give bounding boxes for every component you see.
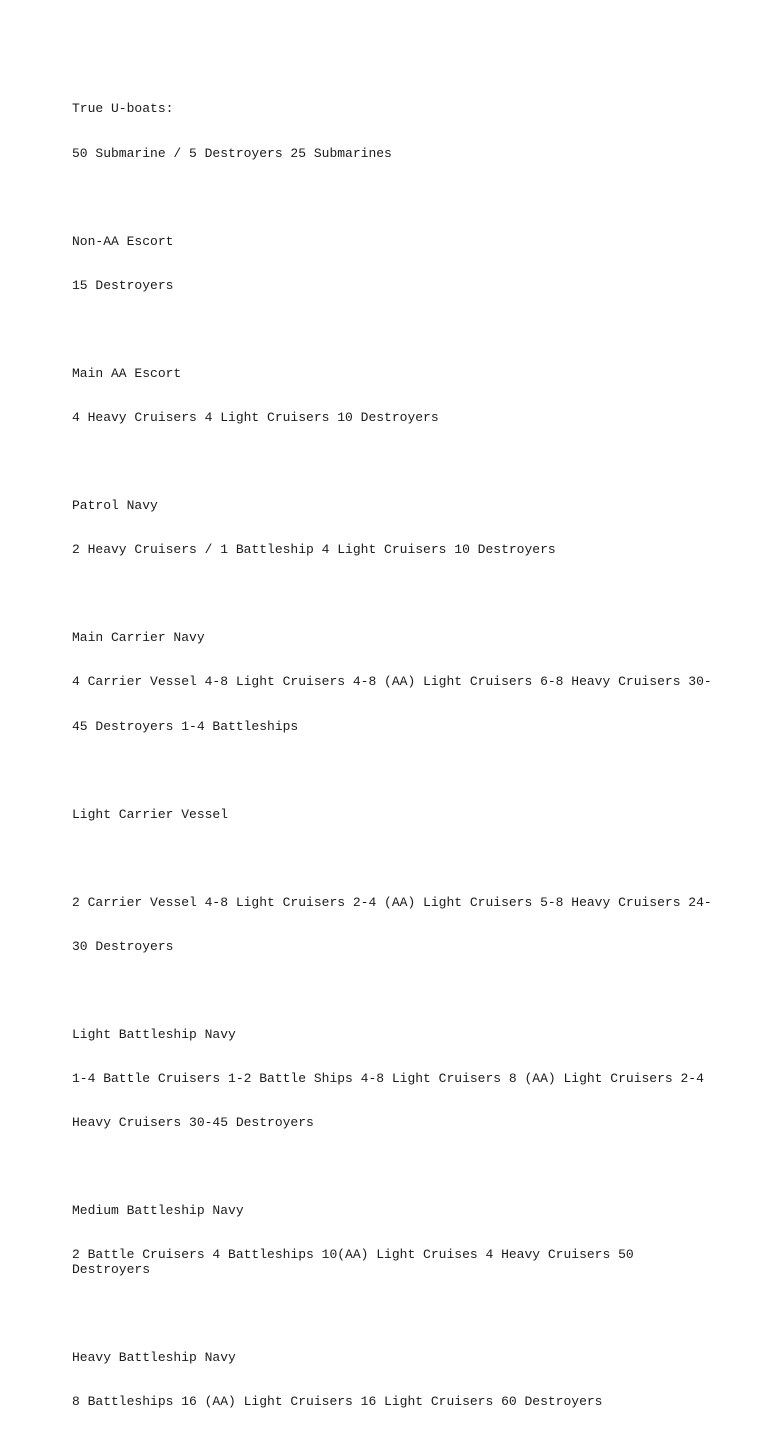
- paragraph-heading: Main Carrier Navy: [72, 630, 205, 646]
- paragraph-line: 2 Carrier Vessel 4-8 Light Cruisers 2-4 (AA) Light Cruisers 5-8 Heavy Cruisers 24-: [72, 894, 712, 910]
- paragraph-heading: Light Battleship Navy: [72, 1026, 236, 1042]
- paragraph-line: 2 Heavy Cruisers / 1 Battleship 4 Light Cruisers 10 Destroyers: [72, 542, 556, 558]
- paragraph-line: 4 Heavy Cruisers 4 Light Cruisers 10 Destroyers: [72, 409, 439, 425]
- paragraph-heavy-battleship-navy: [72, 1322, 712, 1440]
- paragraph-line: 50 Submarine / 5 Destroyers 25 Submarines: [72, 145, 392, 161]
- paragraph-line: Heavy Cruisers 30-45 Destroyers: [72, 1115, 314, 1131]
- paragraph-line: 15 Destroyers: [72, 277, 174, 293]
- paragraph-medium-battleship-navy: [72, 1175, 712, 1307]
- paragraph-heading: True U-boats:: [72, 101, 174, 117]
- document-page: [72, 73, 712, 1454]
- paragraph-main-aa-escort: [72, 337, 712, 455]
- paragraph-heading: Non-AA Escort: [72, 233, 174, 249]
- paragraph-true-u-boats: [72, 73, 712, 191]
- paragraph-heading: Light Carrier Vessel: [72, 806, 229, 822]
- paragraph-heading: Medium Battleship Navy: [72, 1203, 244, 1219]
- paragraph-line: 45 Destroyers 1-4 Battleships: [72, 718, 299, 734]
- paragraph-light-carrier-vessel-heading: [72, 778, 712, 852]
- paragraph-line: 4 Carrier Vessel 4-8 Light Cruisers 4-8 (AA) Light Cruisers 6-8 Heavy Cruisers 30-: [72, 674, 712, 690]
- paragraph-line: 1-4 Battle Cruisers 1-2 Battle Ships 4-8 Light Cruisers 8 (AA) Light Cruisers 2-4: [72, 1071, 704, 1087]
- paragraph-light-carrier-vessel-body: [72, 866, 712, 984]
- paragraph-line: 30 Destroyers: [72, 938, 174, 954]
- paragraph-heading: Patrol Navy: [72, 498, 158, 514]
- paragraph-line: 8 Battleships 16 (AA) Light Cruisers 16 Light Cruisers 60 Destroyers: [72, 1394, 603, 1410]
- paragraph-heading: Heavy Battleship Navy: [72, 1350, 236, 1366]
- paragraph-main-carrier-navy: [72, 602, 712, 764]
- paragraph-light-battleship-navy: [72, 999, 712, 1161]
- paragraph-line: 2 Battle Cruisers 4 Battleships 10(AA) Light Cruises 4 Heavy Cruisers 50 Destroyers: [72, 1247, 642, 1278]
- paragraph-non-aa-escort: [72, 205, 712, 323]
- paragraph-patrol-navy: [72, 470, 712, 588]
- paragraph-heading: Main AA Escort: [72, 365, 182, 381]
